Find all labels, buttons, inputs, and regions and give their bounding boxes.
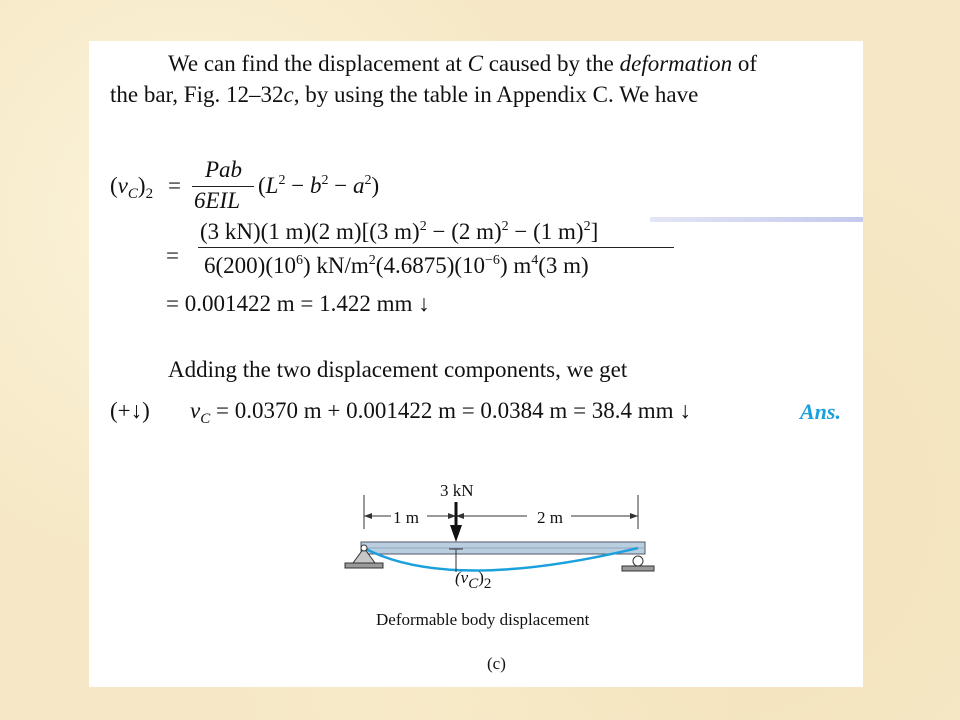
dim2-arrow-right xyxy=(630,513,638,519)
figure-caption: Deformable body displacement xyxy=(376,610,590,629)
eq2-equals: = xyxy=(166,243,179,268)
beam-figure xyxy=(339,477,669,597)
eq2-fraction-bar xyxy=(198,247,674,248)
eq2-numerator: (3 kN)(1 m)(2 m)[(3 m)$^2$ − (2 m)$^2$ − (1 m)$^2$] xyxy=(200,219,599,244)
roller-ground xyxy=(622,566,654,571)
eq3-result: = 0.001422 m = 1.422 mm ↓ xyxy=(166,291,430,316)
eq2-denominator: $6(200)(10^6)$ $kN/m^2(4.6875)(10^{-6})$ $m^4(3$ m) xyxy=(204,253,589,278)
scan-artifact-line xyxy=(650,217,863,222)
pin-joint xyxy=(361,545,367,551)
figure-part-label: (c) xyxy=(487,654,506,673)
final-equation: $v_C = 0.0370$ m + 0.001422 m = 0.0384 m = 38.4 mm ↓ xyxy=(190,398,691,427)
dim1-arrow-left xyxy=(364,513,372,519)
eq1-denominator: 6EIL xyxy=(194,188,240,213)
pin-ground xyxy=(345,563,383,568)
adding-sentence: Adding the two displacement components, we get xyxy=(168,357,628,382)
beam-diagram-svg xyxy=(339,477,669,597)
roller-support xyxy=(633,556,643,566)
displacement-label: $(v_C)_2$ xyxy=(455,568,492,592)
dim2-label: 2 m xyxy=(537,508,563,527)
eq1-equals: = xyxy=(168,173,181,198)
eq1-numerator: Pab xyxy=(205,157,243,182)
eq1-lhs: $(v_C)_2$ xyxy=(110,173,154,202)
dim1-label: 1 m xyxy=(393,508,419,527)
intro-line-2: the bar, Fig. 12–32c, by using the table in Appendix C. We have xyxy=(110,82,699,107)
eq1-tail: $(L^2 - b^2 - a^2)$ xyxy=(258,173,380,198)
answer-label: Ans. xyxy=(800,399,841,424)
intro-line-1: We can find the displacement at C caused by the deformation of xyxy=(168,51,757,76)
load-label: 3 kN xyxy=(440,481,474,500)
load-arrow-head xyxy=(450,525,462,542)
final-sign-convention: (+↓) xyxy=(110,398,150,423)
